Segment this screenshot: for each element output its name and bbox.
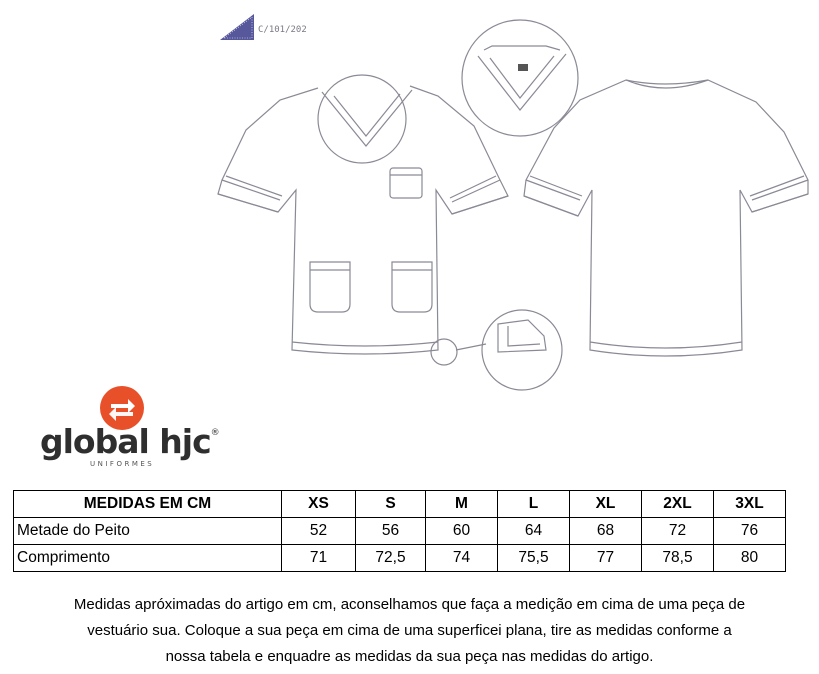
scrub-top-back-view: [524, 80, 808, 356]
collar-detail-magnified: [462, 20, 578, 136]
brand-name: [40, 422, 219, 461]
table-cell: 74: [426, 545, 498, 572]
table-row: [14, 545, 786, 572]
table-row: [14, 518, 786, 545]
scrub-top-front-view: [218, 75, 508, 365]
size-header: XS: [282, 491, 356, 518]
table-cell: 72,5: [356, 545, 426, 572]
size-header: XL: [570, 491, 642, 518]
row-label: Metade do Peito: [14, 518, 282, 545]
table-cell: 52: [282, 518, 356, 545]
note-line: Medidas apróximadas do artigo em cm, aconselhamos que faça a medição em cima de uma peça de: [73, 596, 746, 613]
size-header: S: [356, 491, 426, 518]
brand-name-text: global hjc: [40, 422, 211, 461]
size-table: [13, 490, 786, 572]
size-header: L: [498, 491, 570, 518]
table-cell: 56: [356, 518, 426, 545]
size-header: M: [426, 491, 498, 518]
table-cell: 75,5: [498, 545, 570, 572]
size-header: 3XL: [714, 491, 786, 518]
table-cell: 71: [282, 545, 356, 572]
table-cell: 76: [714, 518, 786, 545]
size-header: 2XL: [642, 491, 714, 518]
row-label: Comprimento: [14, 545, 282, 572]
table-cell: 72: [642, 518, 714, 545]
table-header-label: MEDIDAS EM CM: [14, 491, 282, 518]
table-cell: 77: [570, 545, 642, 572]
note-line: vestuário sua. Coloque a sua peça em cima de uma superficei plana, tire as medidas conforme a: [87, 622, 732, 639]
measurement-note: [0, 592, 819, 670]
drawing-code-badge: [220, 14, 307, 40]
table-cell: 60: [426, 518, 498, 545]
drawing-code: C/101/202: [258, 25, 307, 35]
table-cell: 80: [714, 545, 786, 572]
table-cell: 68: [570, 518, 642, 545]
table-cell: 78,5: [642, 545, 714, 572]
note-line: nossa tabela e enquadre as medidas da sua peça nas medidas do artigo.: [165, 648, 654, 665]
table-header-row: [14, 491, 786, 518]
brand-subtitle: UNIFORMES: [90, 460, 155, 468]
table-cell: 64: [498, 518, 570, 545]
registered-mark: ®: [210, 428, 219, 438]
hem-slit-detail-magnified: [482, 310, 562, 390]
